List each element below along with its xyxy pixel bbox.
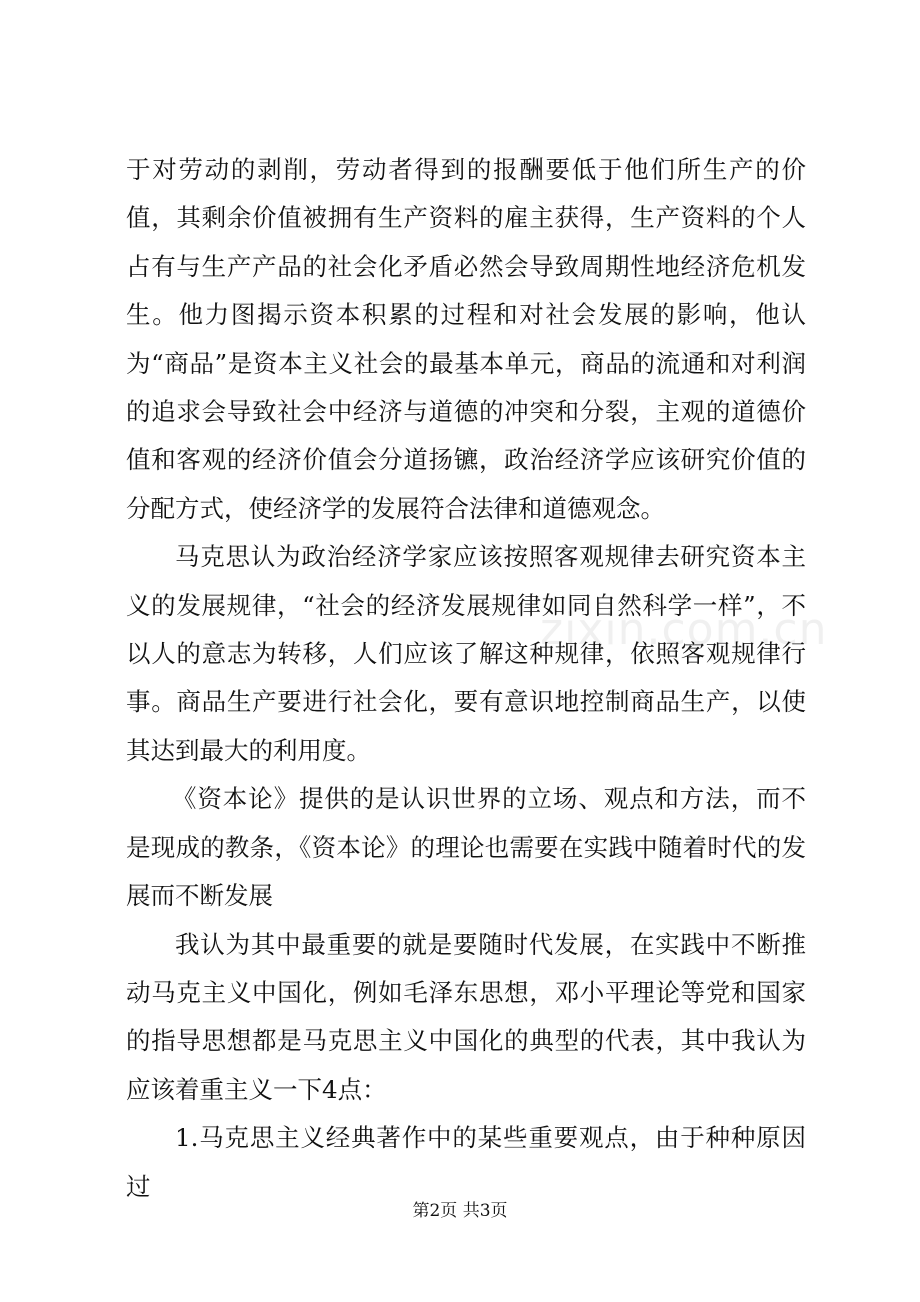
page-number-footer: 第2页 共3页	[412, 1201, 508, 1221]
paragraph-1: 于对劳动的剥削，劳动者得到的报酬要低于他们所生产的价值，其剩余价值被拥有生产资料的雇主获得，生产资料的个人占有与生产产品的社会化矛盾必然会导致周期性地经济危机发生。他力图揭示资本积累的过程和对社会发展的影响，他认为“商品”是资本主义社会的最基本单元，商品的流通和对利润的追求会导致社会中经济与道德的冲突和分裂，主观的道德价值和客观的经济价值会分道扬镳，政治经济学应该研究价值的分配方式，使经济学的发展符合法律和道德观念。	[126, 155, 806, 523]
paragraph-5: 1.马克思主义经典著作中的某些重要观点，由于种种原因过	[126, 1123, 806, 1201]
paragraph-4: 我认为其中最重要的就是要随时代发展，在实践中不断推动马克主义中国化，例如毛泽东思想，邓小平理论等党和国家的指导思想都是马克思主义中国化的典型的代表，其中我认为应该着重主义一下4点：	[126, 929, 806, 1104]
watermark-text: zixin.com.cn	[540, 604, 828, 655]
paragraph-3: 《资本论》提供的是认识世界的立场、观点和方法，而不是现成的教条，《资本论》的理论也需要在实践中随着时代的发展而不断发展	[126, 784, 806, 911]
document-body	[126, 146, 806, 1211]
paragraph-2: 马克思认为政治经济学家应该按照客观规律去研究资本主义的发展规律，“社会的经济发展规律如同自然科学一样”，不以人的意志为转移，人们应该了解这种规律，依照客观规律行事。商品生产要进行社会化，要有意识地控制商品生产，以使其达到最大的利用度。	[126, 542, 806, 765]
